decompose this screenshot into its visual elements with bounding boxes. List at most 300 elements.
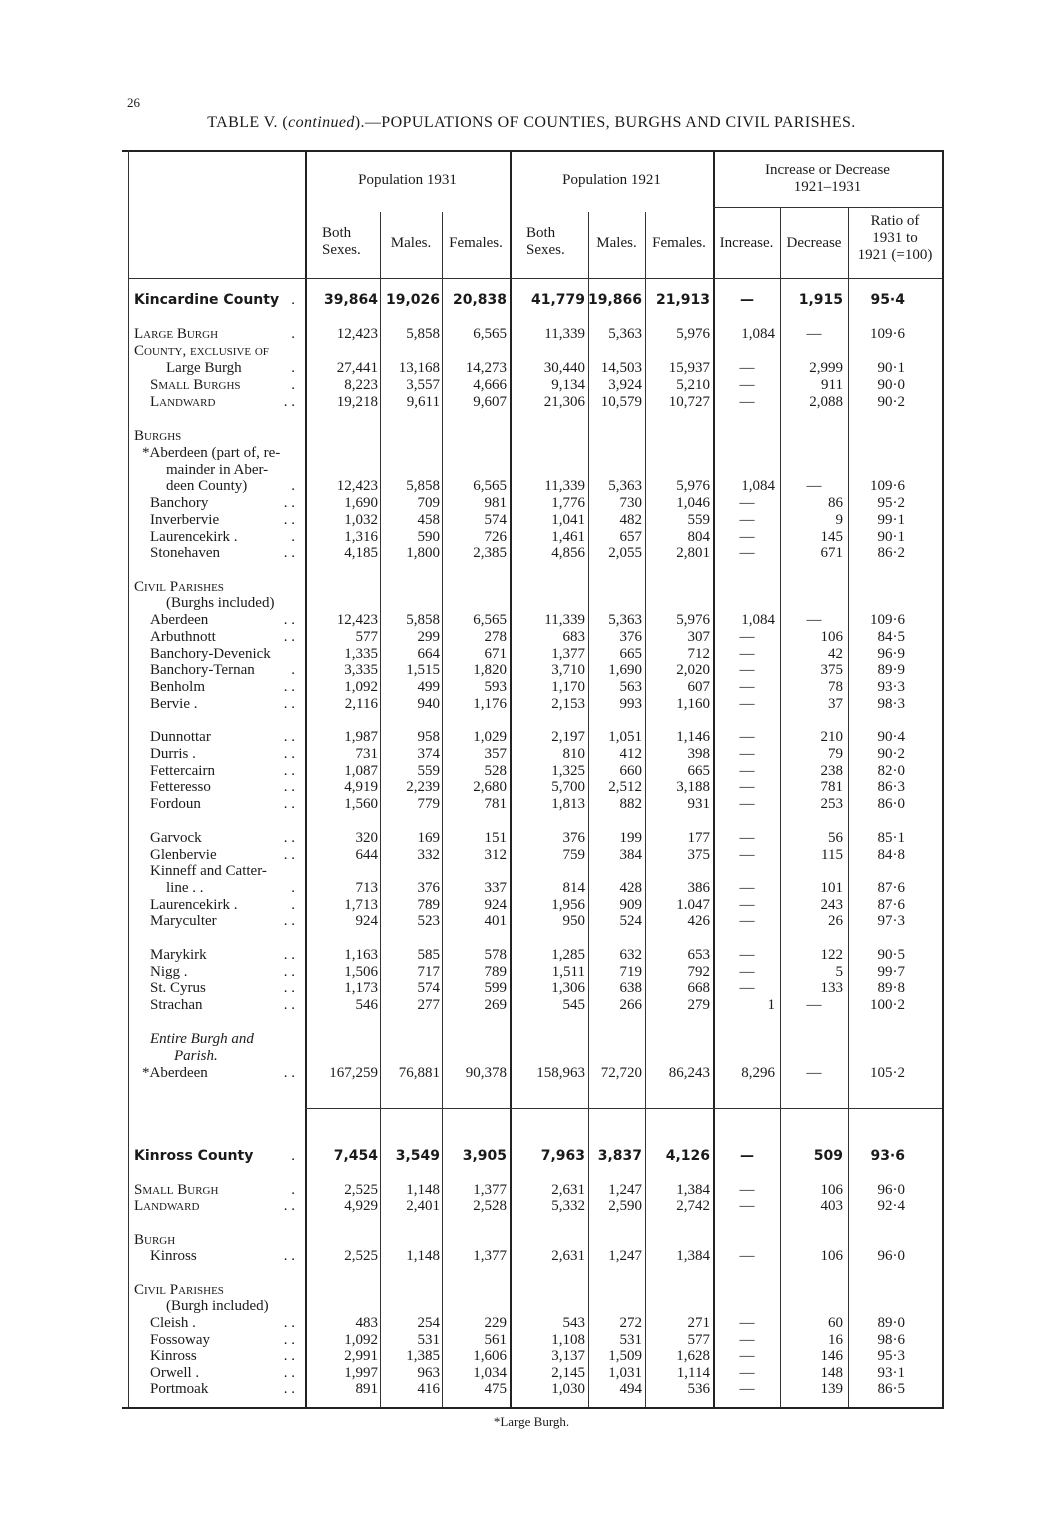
row-leader-dots: . .	[283, 1365, 295, 1381]
table-cell: 106	[820, 1248, 843, 1264]
table-cell: 133	[820, 980, 843, 996]
row-label: Laurencekirk .	[150, 897, 238, 913]
table-cell: 86,243	[668, 1065, 710, 1081]
table-cell: —	[739, 729, 755, 745]
table-cell: 2,020	[676, 662, 710, 678]
table-cell: 8,223	[344, 377, 378, 393]
row-label: Arbuthnott	[150, 629, 216, 645]
table-cell: 1,776	[551, 495, 585, 511]
table-cell: 523	[417, 913, 440, 929]
row-label: Glenbervie	[150, 847, 217, 863]
table-cell: —	[806, 478, 822, 494]
row-leader-dots: . .	[283, 796, 295, 812]
row-label: Landward	[150, 394, 216, 410]
table-cell: 1,114	[676, 1365, 710, 1381]
table-cell: 14,503	[600, 360, 642, 376]
table-cell: 5,858	[406, 612, 440, 628]
header-both-1921: Both Sexes.	[526, 225, 565, 258]
table-cell: 115	[821, 847, 843, 863]
table-cell: —	[739, 529, 755, 545]
row-label: line . .	[166, 880, 204, 896]
header-increase: Increase.	[719, 235, 774, 251]
table-cell: 2,999	[809, 360, 843, 376]
row-label: Burghs	[134, 428, 182, 444]
table-cell: 93·6	[870, 1148, 905, 1164]
table-cell: 8,296	[741, 1065, 775, 1081]
table-cell: 5,332	[551, 1198, 585, 1214]
table-cell: 1,285	[551, 947, 585, 963]
table-cell: 11,339	[544, 478, 585, 494]
table-cell: 98·6	[877, 1332, 905, 1348]
title-italic: continued	[288, 114, 355, 131]
table-cell: 1,690	[344, 495, 378, 511]
table-cell: 660	[619, 763, 642, 779]
table-cell: 528	[484, 763, 507, 779]
table-cell: —	[739, 360, 755, 376]
table-cell: —	[739, 629, 755, 645]
table-cell: 2,197	[551, 729, 585, 745]
table-cell: 271	[687, 1315, 710, 1331]
table-cell: 16	[828, 1332, 843, 1348]
table-cell: 577	[355, 629, 378, 645]
row-label: Fetteresso	[150, 779, 211, 795]
table-cell: 524	[619, 913, 642, 929]
table-cell: 483	[355, 1315, 378, 1331]
table-cell: 100·2	[870, 997, 905, 1013]
table-cell: 5,858	[406, 326, 440, 342]
table-cell: 1,247	[608, 1182, 642, 1198]
table-cell: 1,176	[473, 696, 507, 712]
table-cell: 2,153	[551, 696, 585, 712]
table-cell: 1,084	[741, 326, 775, 342]
table-cell: 84·8	[877, 847, 905, 863]
table-cell: 499	[417, 679, 440, 695]
table-cell: 12,423	[336, 612, 378, 628]
table-cell: 1,515	[406, 662, 440, 678]
table-cell: —	[806, 997, 822, 1013]
table-cell: 543	[562, 1315, 585, 1331]
table-cell: 101	[820, 880, 843, 896]
table-cell: 96·0	[877, 1182, 905, 1198]
table-cell: 9,607	[473, 394, 507, 410]
row-label: Durris .	[150, 746, 196, 762]
table-cell: —	[739, 696, 755, 712]
table-cell: 1,170	[551, 679, 585, 695]
row-label: St. Cyrus	[150, 980, 206, 996]
table-cell: 1,713	[344, 897, 378, 913]
row-label: Aberdeen	[150, 612, 209, 628]
table-cell: 139	[820, 1381, 843, 1397]
table-cell: 1,384	[676, 1248, 710, 1264]
table-cell: 386	[687, 880, 710, 896]
table-cell: —	[739, 779, 755, 795]
table-cell: 167,259	[329, 1065, 378, 1081]
rule-h	[713, 207, 942, 208]
row-label: Fettercairn	[150, 763, 215, 779]
table-cell: 85·1	[877, 830, 905, 846]
row-leader-dots: .	[291, 1148, 295, 1164]
table-cell: —	[739, 897, 755, 913]
table-cell: 10,727	[668, 394, 710, 410]
table-cell: —	[739, 1182, 755, 1198]
table-cell: 5,976	[676, 326, 710, 342]
table-cell: 4,126	[665, 1148, 710, 1164]
table-cell: 41,779	[530, 292, 585, 308]
table-cell: 39,864	[323, 292, 378, 308]
table-cell: 21,306	[543, 394, 585, 410]
table-cell: 1,148	[406, 1248, 440, 1264]
table-cell: 7,454	[333, 1148, 378, 1164]
table-cell: 599	[484, 980, 507, 996]
table-cell: 416	[417, 1381, 440, 1397]
table-cell: 6,565	[473, 612, 507, 628]
row-leader-dots: . .	[283, 980, 295, 996]
table-cell: —	[739, 495, 755, 511]
table-cell: 145	[820, 529, 843, 545]
row-label: Nigg .	[150, 964, 188, 980]
table-cell: 426	[687, 913, 710, 929]
table-cell: 5,858	[406, 478, 440, 494]
table-cell: 536	[687, 1381, 710, 1397]
table-cell: 398	[687, 746, 710, 762]
table-cell: 146	[820, 1348, 843, 1364]
table-cell: 4,856	[551, 545, 585, 561]
row-leader-dots: .	[291, 478, 295, 494]
table-cell: —	[739, 1248, 755, 1264]
table-cell: 590	[417, 529, 440, 545]
table-cell: 931	[687, 796, 710, 812]
table-cell: 911	[821, 377, 843, 393]
table-cell: 376	[562, 830, 585, 846]
table-cell: 5	[835, 964, 843, 980]
table-cell: 5,976	[676, 612, 710, 628]
table-cell: 1,247	[608, 1248, 642, 1264]
header-pop1921: Population 1921	[562, 172, 661, 188]
row-leader-dots: .	[291, 529, 295, 545]
table-cell: 891	[355, 1381, 378, 1397]
table-cell: 106	[820, 1182, 843, 1198]
table-cell: 4,919	[344, 779, 378, 795]
table-cell: 79	[828, 746, 843, 762]
table-cell: 78	[828, 679, 843, 695]
table-cell: 574	[484, 512, 507, 528]
table-cell: 90·2	[877, 394, 905, 410]
table-cell: 1,160	[676, 696, 710, 712]
table-cell: 713	[355, 880, 378, 896]
row-label: *Aberdeen	[142, 1065, 208, 1081]
rule-h	[128, 278, 942, 279]
table-cell: —	[739, 1381, 755, 1397]
table-cell: 12,423	[336, 326, 378, 342]
table-cell: 401	[484, 913, 507, 929]
table-cell: 10,579	[600, 394, 642, 410]
table-cell: 90·2	[877, 746, 905, 762]
row-leader-dots: . .	[283, 1332, 295, 1348]
table-cell: 1,377	[551, 646, 585, 662]
row-label: Kinross	[150, 1248, 197, 1264]
table-cell: 6,565	[473, 478, 507, 494]
row-leader-dots: .	[291, 880, 295, 896]
table-cell: 546	[355, 997, 378, 1013]
table-cell: 1,606	[473, 1348, 507, 1364]
table-cell: 1,915	[798, 292, 843, 308]
table-cell: 277	[417, 997, 440, 1013]
table-cell: 909	[619, 897, 642, 913]
table-cell: 494	[619, 1381, 642, 1397]
table-cell: 97·3	[877, 913, 905, 929]
table-cell: 5,363	[608, 612, 642, 628]
table-cell: 238	[820, 763, 843, 779]
table-cell: 86·5	[877, 1381, 905, 1397]
table-cell: 593	[484, 679, 507, 695]
row-label: Landward	[134, 1198, 200, 1214]
table-cell: 299	[417, 629, 440, 645]
table-cell: 1,034	[473, 1365, 507, 1381]
rule-h	[305, 1108, 942, 1109]
table-cell: 4,185	[344, 545, 378, 561]
row-label: Maryculter	[150, 913, 217, 929]
row-leader-dots: . .	[283, 779, 295, 795]
table-cell: 531	[619, 1332, 642, 1348]
table-cell: 1,384	[676, 1182, 710, 1198]
table-cell: 559	[687, 512, 710, 528]
table-cell: 1,087	[344, 763, 378, 779]
table-cell: 2,631	[551, 1182, 585, 1198]
table-cell: 87·6	[877, 880, 905, 896]
table-cell: 804	[687, 529, 710, 545]
table-cell: 254	[417, 1315, 440, 1331]
table-cell: 84·5	[877, 629, 905, 645]
row-leader-dots: . .	[283, 847, 295, 863]
header-males-1921: Males.	[596, 235, 637, 251]
row-label: Stonehaven	[150, 545, 220, 561]
row-label: Cleish .	[150, 1315, 196, 1331]
row-label: mainder in Aber-	[166, 462, 269, 478]
row-label: Burgh	[134, 1232, 176, 1248]
table-cell: 412	[619, 746, 642, 762]
table-cell: 717	[417, 964, 440, 980]
table-cell: 731	[355, 746, 378, 762]
table-cell: 3,905	[462, 1148, 507, 1164]
table-cell: —	[739, 763, 755, 779]
table-cell: 109·6	[870, 612, 905, 628]
table-cell: 5,976	[676, 478, 710, 494]
page-number: 26	[127, 95, 140, 110]
table-cell: 1,108	[551, 1332, 585, 1348]
table-cell: 1,987	[344, 729, 378, 745]
table-cell: 644	[355, 847, 378, 863]
table-cell: 86·2	[877, 545, 905, 561]
row-leader-dots: . .	[283, 1248, 295, 1264]
table-cell: —	[739, 847, 755, 863]
table-cell: 950	[562, 913, 585, 929]
table-cell: 1,628	[676, 1348, 710, 1364]
row-leader-dots: . .	[283, 679, 295, 695]
table-cell: —	[739, 1315, 755, 1331]
table-cell: 90·5	[877, 947, 905, 963]
table-cell: —	[739, 679, 755, 695]
table-cell: 2,528	[473, 1198, 507, 1214]
table-cell: 37	[828, 696, 843, 712]
table-cell: 199	[619, 830, 642, 846]
row-label: Kincardine County	[134, 292, 280, 308]
table-cell: 671	[484, 646, 507, 662]
table-cell: 90·0	[877, 377, 905, 393]
table-cell: 14,273	[465, 360, 507, 376]
table-cell: 2,590	[608, 1198, 642, 1214]
header-ratio: Ratio of 1931 to 1921 (=100)	[857, 213, 933, 263]
table-cell: 90·1	[877, 529, 905, 545]
table-cell: 789	[417, 897, 440, 913]
row-leader-dots: . .	[283, 696, 295, 712]
table-cell: 3,188	[676, 779, 710, 795]
row-leader-dots: .	[291, 292, 295, 308]
table-cell: 1,306	[551, 980, 585, 996]
table-cell: 2,055	[608, 545, 642, 561]
table-cell: 90·4	[877, 729, 905, 745]
header-pop1931: Population 1931	[358, 172, 457, 188]
table-cell: 19,026	[385, 292, 440, 308]
row-label: (Burgh included)	[166, 1298, 269, 1314]
table-cell: 3,924	[608, 377, 642, 393]
table-cell: 730	[619, 495, 642, 511]
table-cell: 1,092	[344, 679, 378, 695]
table-cell: 2,401	[406, 1198, 440, 1214]
table-cell: 269	[484, 997, 507, 1013]
row-leader-dots: .	[291, 1182, 295, 1198]
row-leader-dots: . .	[283, 729, 295, 745]
row-leader-dots: . .	[283, 1381, 295, 1397]
table-cell: 1,325	[551, 763, 585, 779]
table-cell: 814	[562, 880, 585, 896]
table-cell: —	[739, 913, 755, 929]
table-cell: 2,385	[473, 545, 507, 561]
table-cell: 151	[484, 830, 507, 846]
table-cell: 109·6	[870, 326, 905, 342]
row-leader-dots: . .	[283, 629, 295, 645]
table-cell: —	[806, 1065, 822, 1081]
table-cell: 1,046	[676, 495, 710, 511]
table-cell: 1,173	[344, 980, 378, 996]
table-cell: 665	[687, 763, 710, 779]
table-cell: 4,929	[344, 1198, 378, 1214]
table-cell: 30,440	[543, 360, 585, 376]
table-cell: 1,997	[344, 1365, 378, 1381]
table-cell: —	[739, 880, 755, 896]
table-cell: 109·6	[870, 478, 905, 494]
table-cell: 2,116	[344, 696, 378, 712]
table-cell: 376	[417, 880, 440, 896]
table-cell: —	[739, 1365, 755, 1381]
table-cell: 585	[417, 947, 440, 963]
table-cell: 2,631	[551, 1248, 585, 1264]
table-cell: 1,084	[741, 478, 775, 494]
table-cell: 243	[820, 897, 843, 913]
table-cell: 2,088	[809, 394, 843, 410]
table-cell: 9	[835, 512, 843, 528]
table-cell: 4,666	[473, 377, 507, 393]
table-cell: 312	[484, 847, 507, 863]
table-cell: 882	[619, 796, 642, 812]
table-cell: 531	[417, 1332, 440, 1348]
row-label: Garvock	[150, 830, 202, 846]
table-cell: 15,937	[668, 360, 710, 376]
row-label: Orwell .	[150, 1365, 200, 1381]
row-label: Marykirk	[150, 947, 207, 963]
table-cell: 1,146	[676, 729, 710, 745]
table-cell: 9,611	[406, 394, 440, 410]
table-cell: 86	[828, 495, 843, 511]
table-cell: 940	[417, 696, 440, 712]
table-cell: 719	[619, 964, 642, 980]
table-cell: 924	[355, 913, 378, 929]
rule-v	[128, 150, 129, 1407]
row-label: Portmoak	[150, 1381, 209, 1397]
table-cell: 578	[484, 947, 507, 963]
table-cell: 99·1	[877, 512, 905, 528]
table-cell: 122	[820, 947, 843, 963]
table-cell: 90,378	[465, 1065, 507, 1081]
table-cell: 1,029	[473, 729, 507, 745]
table-cell: 792	[687, 964, 710, 980]
row-leader-dots: . .	[283, 1198, 295, 1214]
row-label: Bervie .	[150, 696, 198, 712]
row-label: deen County)	[166, 478, 248, 494]
table-cell: 279	[687, 997, 710, 1013]
table-cell: 5,210	[676, 377, 710, 393]
table-cell: 664	[417, 646, 440, 662]
row-label: Civil Parishes	[134, 1282, 224, 1298]
header-males-1931: Males.	[390, 235, 432, 251]
table-cell: 789	[484, 964, 507, 980]
table-cell: 26	[828, 913, 843, 929]
table-cell: —	[806, 326, 822, 342]
row-leader-dots: .	[291, 662, 295, 678]
table-cell: 95·2	[877, 495, 905, 511]
table-cell: —	[739, 545, 755, 561]
table-cell: 1,041	[551, 512, 585, 528]
row-label: *Aberdeen (part of, re-	[142, 445, 281, 461]
row-label: Small Burgh	[134, 1182, 219, 1198]
row-label: Benholm	[150, 679, 205, 695]
row-label: Large Burgh	[134, 326, 219, 342]
table-cell: 13,168	[398, 360, 440, 376]
table-cell: 72,720	[600, 1065, 642, 1081]
table-cell: 5,363	[608, 478, 642, 494]
row-label: Dunnottar	[150, 729, 211, 745]
table-cell: —	[739, 512, 755, 528]
table-cell: 574	[417, 980, 440, 996]
table-cell: 1,560	[344, 796, 378, 812]
table-cell: 726	[484, 529, 507, 545]
table-cell: —	[739, 377, 755, 393]
table-cell: 148	[820, 1365, 843, 1381]
table-cell: —	[806, 612, 822, 628]
table-cell: 95·4	[870, 292, 905, 308]
table-cell: 27,441	[336, 360, 378, 376]
table-cell: 3,335	[344, 662, 378, 678]
table-cell: 509	[813, 1148, 843, 1164]
table-cell: 3,137	[551, 1348, 585, 1364]
row-label: (Burghs included)	[166, 595, 275, 611]
table-cell: 96·9	[877, 646, 905, 662]
table-cell: 253	[820, 796, 843, 812]
table-cell: 1,800	[406, 545, 440, 561]
table-cell: 607	[687, 679, 710, 695]
row-leader-dots: . .	[283, 997, 295, 1013]
table-cell: 89·8	[877, 980, 905, 996]
table-cell: 1,032	[344, 512, 378, 528]
